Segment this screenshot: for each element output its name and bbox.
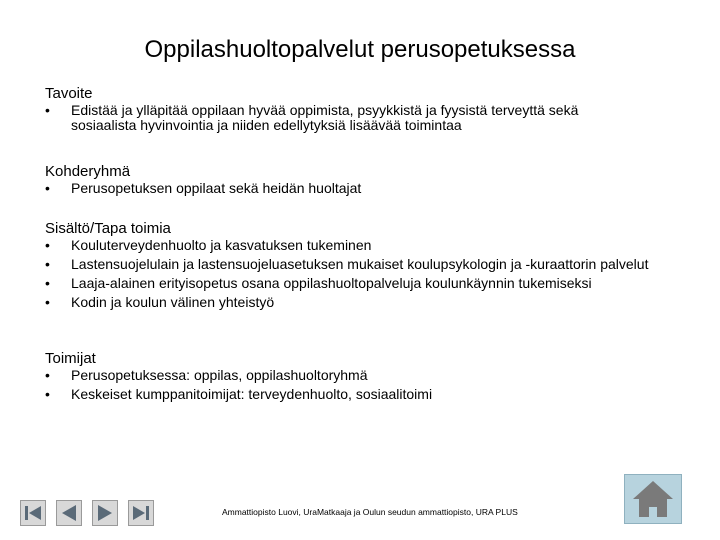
first-slide-button[interactable]: [20, 500, 46, 526]
home-icon: [625, 475, 681, 523]
list-item: [45, 103, 631, 133]
previous-slide-icon: [57, 501, 81, 525]
list-item: [45, 368, 695, 383]
bullet-list: [45, 181, 695, 196]
section-sisalto: [45, 219, 695, 314]
list-item: [45, 387, 695, 402]
bullet-mark: •: [45, 367, 50, 383]
bullet-list: [45, 368, 695, 402]
list-item-text: Edistää ja ylläpitää oppilaan hyvää oppimista, psyykkistä ja fyysistä terveyttä sekä sosiaalista hyvinvointia ja niiden edellytyksiä lisäävää toimintaa: [71, 102, 579, 133]
list-item-text: Keskeiset kumppanitoimijat: terveydenhuolto, sosiaalitoimi: [71, 386, 433, 402]
next-slide-icon: [93, 501, 117, 525]
section-kohderyhma: [45, 162, 695, 200]
section-heading: Kohderyhmä: [45, 163, 131, 180]
section-heading: Sisältö/Tapa toimia: [45, 220, 171, 237]
section-heading: Tavoite: [45, 85, 93, 102]
list-item-text: Kodin ja koulun välinen yhteistyö: [71, 294, 275, 310]
section-tavoite: [45, 84, 695, 137]
list-item-text: Perusopetuksessa: oppilas, oppilashuoltoryhmä: [71, 367, 368, 383]
list-item-text: Laaja-alainen erityisopetus osana oppilashuoltopalveluja koulunkäynnin tukemiseksi: [71, 275, 592, 291]
list-item: [45, 276, 695, 291]
section-toimijat: [45, 349, 695, 406]
list-item: [45, 238, 695, 253]
previous-slide-button[interactable]: [56, 500, 82, 526]
bullet-mark: •: [45, 180, 50, 196]
next-slide-button[interactable]: [92, 500, 118, 526]
section-heading: Toimijat: [45, 350, 96, 367]
last-slide-icon: [129, 501, 153, 525]
bullet-mark: •: [45, 237, 50, 253]
last-slide-button[interactable]: [128, 500, 154, 526]
bullet-mark: •: [45, 256, 50, 272]
slide-title: Oppilashuoltopalvelut perusopetuksessa: [144, 36, 576, 63]
list-item-text: Perusopetuksen oppilaat sekä heidän huoltajat: [71, 180, 362, 196]
bullet-mark: •: [45, 102, 50, 118]
list-item-text: Kouluterveydenhuolto ja kasvatuksen tukeminen: [71, 237, 372, 253]
home-button[interactable]: [624, 474, 682, 524]
bullet-mark: •: [45, 386, 50, 402]
list-item: [45, 181, 695, 196]
list-item: [45, 257, 681, 272]
bullet-list: [45, 103, 695, 133]
bullet-list: [45, 238, 695, 310]
list-item: [45, 295, 695, 310]
first-slide-icon: [21, 501, 45, 525]
list-item-text: Lastensuojelulain ja lastensuojeluasetuksen mukaiset koulupsykologin ja -kuraattorin palvelut: [71, 256, 649, 272]
bullet-mark: •: [45, 275, 50, 291]
bullet-mark: •: [45, 294, 50, 310]
footer-text: Ammattiopisto Luovi, UraMatkaaja ja Oulun seudun ammattiopisto, URA PLUS: [222, 507, 518, 517]
